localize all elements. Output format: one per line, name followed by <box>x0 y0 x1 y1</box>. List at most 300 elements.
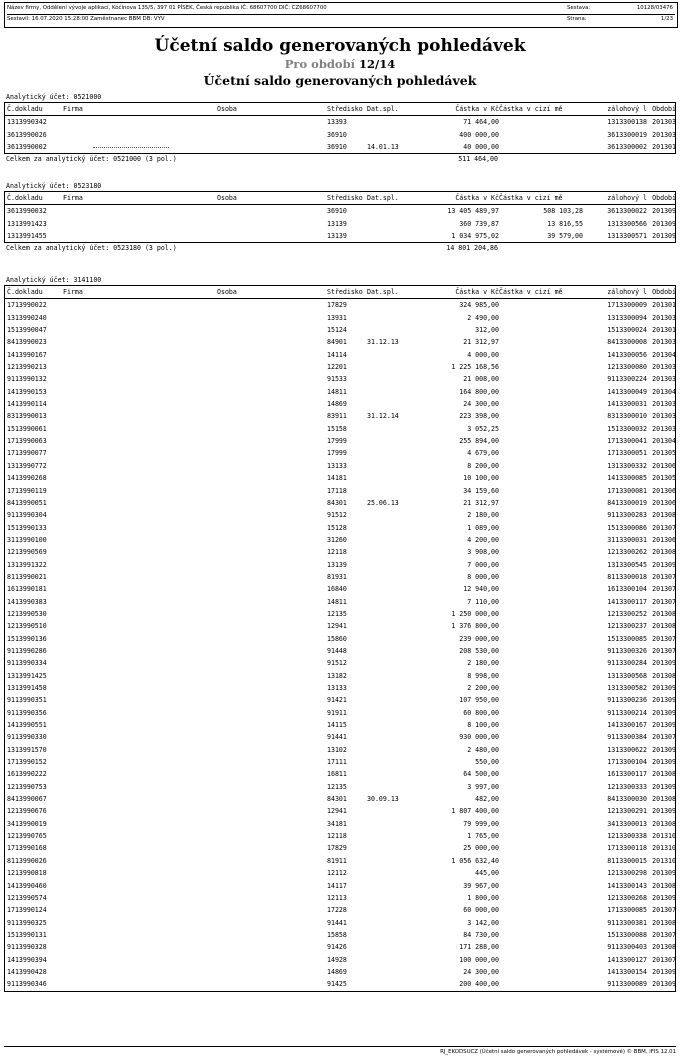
advance-number: 1313300566 <box>607 219 647 228</box>
sestava-value: 10128/03476 <box>636 5 673 11</box>
doc-number: 9113990330 <box>7 733 47 742</box>
advance-number: 8313300010 <box>607 412 647 421</box>
amount-czk: 2 490,00 <box>467 313 499 322</box>
center: 15124 <box>327 326 347 335</box>
center: 14114 <box>327 350 347 359</box>
doc-number: 1713990063 <box>7 437 47 446</box>
period: 201310 <box>652 832 676 841</box>
amount-czk: 8 100,00 <box>467 721 499 730</box>
center: 13133 <box>327 684 347 692</box>
advance-number: 1613300104 <box>607 585 647 594</box>
center: 91441 <box>327 918 347 927</box>
center: 84301 <box>327 498 347 507</box>
period: 201303 <box>652 338 676 347</box>
center: 14811 <box>327 387 347 396</box>
center: 14928 <box>327 955 347 964</box>
doc-number: 9113990325 <box>7 918 47 927</box>
center: 12112 <box>327 869 347 878</box>
amount-czk: 21 312,97 <box>463 338 499 347</box>
doc-number: 1713990022 <box>7 301 47 310</box>
period: 201307 <box>652 906 676 915</box>
period: 201308 <box>652 609 676 618</box>
table-row <box>5 571 675 583</box>
doc-number: 1313991322 <box>7 560 47 569</box>
amount-czk: 21 312,97 <box>463 498 499 507</box>
center: 91426 <box>327 943 347 952</box>
doc-number: 1413990383 <box>7 597 47 606</box>
period: 201304 <box>652 350 676 359</box>
amount-czk: 39 967,00 <box>463 881 499 890</box>
amount-czk: 200 400,00 <box>459 980 499 989</box>
period: 201309 <box>652 696 676 705</box>
period: 201310 <box>652 844 676 853</box>
advance-number: 1713300051 <box>607 449 647 458</box>
center: 14869 <box>327 400 347 409</box>
table-row <box>5 842 675 854</box>
doc-number: 8313990013 <box>7 412 47 421</box>
table-row <box>5 522 675 534</box>
col-amount-foreign: Částka v cizí mě <box>499 288 563 296</box>
table-row <box>5 929 675 941</box>
col-amount-czk: Částka v Kč <box>455 105 499 113</box>
period: 201304 <box>652 387 676 396</box>
amount-czk: 24 300,00 <box>463 967 499 976</box>
table-row <box>5 880 675 892</box>
col-person: Osoba <box>217 288 237 296</box>
doc-number: 1413990460 <box>7 881 47 890</box>
table-row <box>5 892 675 904</box>
col-doc-number: Č.dokladu <box>7 194 43 202</box>
table-row <box>5 218 675 230</box>
col-person: Osoba <box>217 194 237 202</box>
period: 201309 <box>652 207 676 216</box>
advance-number: 3613300022 <box>607 207 647 216</box>
center: 13139 <box>327 232 347 241</box>
center: 13139 <box>327 219 347 228</box>
advance-number: 1213300080 <box>607 363 647 372</box>
amount-czk: 1 807 400,00 <box>451 807 499 816</box>
advance-number: 1513300085 <box>607 634 647 643</box>
table-row <box>5 460 675 472</box>
table-row <box>5 719 675 731</box>
amount-czk: 208 530,00 <box>459 646 499 655</box>
table-row <box>5 435 675 447</box>
period: 201309 <box>652 980 676 989</box>
table-row <box>5 324 675 336</box>
strana-value: 1/23 <box>660 16 673 22</box>
doc-number: 1313990772 <box>7 461 47 470</box>
col-doc-number: Č.dokladu <box>7 105 43 113</box>
center: 14115 <box>327 721 347 730</box>
doc-number: 1513990131 <box>7 930 47 939</box>
amount-czk: 60 000,00 <box>463 906 499 915</box>
table-row <box>5 299 675 311</box>
table-row <box>5 867 675 879</box>
amount-czk: 1 225 168,56 <box>451 363 499 372</box>
period: 201309 <box>652 758 676 767</box>
doc-number: 8113990026 <box>7 856 47 865</box>
amount-czk: 360 739,87 <box>459 219 499 228</box>
table-row <box>5 349 675 361</box>
center: 91448 <box>327 646 347 655</box>
period: 201309 <box>652 684 676 692</box>
center: 13133 <box>327 461 347 470</box>
amount-czk: 24 300,00 <box>463 400 499 409</box>
center: 17228 <box>327 906 347 915</box>
period: 201305 <box>652 449 676 458</box>
center: 14181 <box>327 474 347 483</box>
center: 12941 <box>327 622 347 631</box>
center: 17829 <box>327 844 347 853</box>
amount-czk: 8 998,00 <box>467 671 499 680</box>
center: 91441 <box>327 733 347 742</box>
amount-czk: 71 464,00 <box>463 118 499 127</box>
advance-number: 1713300041 <box>607 437 647 446</box>
period: 201307 <box>652 733 676 742</box>
advance-number: 1413300143 <box>607 881 647 890</box>
doc-number: 1313990342 <box>7 118 47 127</box>
center: 14117 <box>327 881 347 890</box>
table-row <box>5 336 675 348</box>
doc-number: 1313991423 <box>7 219 47 228</box>
col-amount-foreign: Částka v cizí mě <box>499 105 563 113</box>
period-line <box>0 57 680 71</box>
table-row <box>5 768 675 780</box>
section <box>4 182 676 253</box>
advance-number: 9113300236 <box>607 696 647 705</box>
section-total <box>4 243 676 253</box>
advance-number: 1213300333 <box>607 782 647 791</box>
doc-number: 9113990356 <box>7 708 47 717</box>
period: 201303 <box>652 375 676 384</box>
doc-number: 1213990530 <box>7 609 47 618</box>
report-footer: RJ_EKODSUCZ (Účetní saldo generovaných pohledávek - systémové) © BBM, iFIS 12.01 <box>4 1046 676 1060</box>
period: 201308 <box>652 511 676 520</box>
advance-number: 3413300013 <box>607 819 647 828</box>
center: 12135 <box>327 609 347 618</box>
advance-number: 1413300127 <box>607 955 647 964</box>
doc-number: 9113990132 <box>7 375 47 384</box>
report-header <box>4 2 678 28</box>
table-row <box>5 830 675 842</box>
amount-czk: 400 000,00 <box>459 130 499 139</box>
table-header <box>5 286 675 299</box>
period: 201309 <box>652 232 676 241</box>
amount-czk: 482,00 <box>475 795 499 804</box>
col-advance: zálohový l <box>607 105 647 113</box>
period: 201307 <box>652 646 676 655</box>
amount-czk: 10 100,00 <box>463 474 499 483</box>
report-title: Účetní saldo generovaných pohledávek <box>154 36 526 56</box>
amount-czk: 164 800,00 <box>459 387 499 396</box>
table-row <box>5 141 675 153</box>
table-row <box>5 608 675 620</box>
amount-foreign: 39 579,00 <box>547 232 583 241</box>
center: 91533 <box>327 375 347 384</box>
advance-number: 1413300031 <box>607 400 647 409</box>
table-row <box>5 793 675 805</box>
period: 201309 <box>652 967 676 976</box>
amount-czk: 3 997,00 <box>467 782 499 791</box>
period: 201305 <box>652 474 676 483</box>
advance-number: 1313300571 <box>607 232 647 241</box>
table-row <box>5 559 675 571</box>
doc-number: 1713990124 <box>7 906 47 915</box>
advance-number: 9113300381 <box>607 918 647 927</box>
col-firm: Firma <box>63 105 83 113</box>
amount-czk: 25 000,00 <box>463 844 499 853</box>
table-row <box>5 756 675 768</box>
doc-number: 1513990047 <box>7 326 47 335</box>
doc-number: 8113990021 <box>7 572 47 581</box>
amount-czk: 4 679,00 <box>467 449 499 458</box>
table-row <box>5 904 675 916</box>
col-due-date: Dat.spl. <box>367 194 399 202</box>
amount-czk: 3 908,00 <box>467 548 499 557</box>
table-row <box>5 744 675 756</box>
period: 201303 <box>652 313 676 322</box>
analytic-account-label: Analytický účet: 3141100 <box>6 276 102 284</box>
table-row <box>5 978 675 990</box>
amount-czk: 60 800,00 <box>463 708 499 717</box>
doc-number: 1513990061 <box>7 424 47 433</box>
advance-number: 9113300283 <box>607 511 647 520</box>
table-row <box>5 954 675 966</box>
total-value: 14 801 204,86 <box>446 244 498 253</box>
center: 91421 <box>327 696 347 705</box>
amount-czk: 3 052,25 <box>467 424 499 433</box>
doc-number: 1413990167 <box>7 350 47 359</box>
advance-number: 1713300081 <box>607 486 647 495</box>
amount-czk: 4 200,00 <box>467 535 499 544</box>
table-row <box>5 670 675 682</box>
advance-number: 1213300268 <box>607 893 647 902</box>
period: 201308 <box>652 943 676 952</box>
amount-czk: 223 398,00 <box>459 412 499 421</box>
table-row <box>5 731 675 743</box>
data-table <box>4 285 676 992</box>
advance-number: 9113300214 <box>607 708 647 717</box>
table-row <box>5 205 675 217</box>
advance-number: 1713300118 <box>607 844 647 853</box>
advance-number: 9113300403 <box>607 943 647 952</box>
period: 201307 <box>652 523 676 532</box>
table-row <box>5 645 675 657</box>
period: 201306 <box>652 535 676 544</box>
doc-number: 1713990077 <box>7 449 47 458</box>
period-value: 12/14 <box>359 57 396 71</box>
period: 201303 <box>652 118 676 127</box>
center: 13139 <box>327 560 347 569</box>
advance-number: 1413300056 <box>607 350 647 359</box>
amount-czk: 7 110,00 <box>467 597 499 606</box>
amount-czk: 1 034 975,02 <box>451 232 499 241</box>
amount-czk: 3 142,00 <box>467 918 499 927</box>
doc-number: 1313991458 <box>7 684 47 692</box>
amount-czk: 100 000,00 <box>459 955 499 964</box>
period: 201301 <box>652 301 676 310</box>
table-row <box>5 583 675 595</box>
center: 81931 <box>327 572 347 581</box>
advance-number: 1713300009 <box>607 301 647 310</box>
period: 201306 <box>652 461 676 470</box>
advance-number: 1413300117 <box>607 597 647 606</box>
advance-number: 1313300138 <box>607 118 647 127</box>
total-label: Celkem za analytický účet: 0521000 (3 pol.) <box>6 155 177 164</box>
amount-czk: 13 405 489,97 <box>447 207 499 216</box>
advance-number: 8413300030 <box>607 795 647 804</box>
advance-number: 1513300088 <box>607 930 647 939</box>
advance-number: 8413300008 <box>607 338 647 347</box>
center: 34181 <box>327 819 347 828</box>
table-row <box>5 941 675 953</box>
amount-czk: 4 000,00 <box>467 350 499 359</box>
section <box>4 276 676 992</box>
due-date: 31.12.14 <box>367 412 399 421</box>
period: 201309 <box>652 782 676 791</box>
center: 17111 <box>327 758 347 767</box>
table-row <box>5 373 675 385</box>
amount-czk: 2 480,00 <box>467 745 499 754</box>
table-row <box>5 423 675 435</box>
advance-number: 1413300167 <box>607 721 647 730</box>
doc-number: 1213990765 <box>7 832 47 841</box>
period: 201306 <box>652 486 676 495</box>
center: 16811 <box>327 770 347 779</box>
center: 15128 <box>327 523 347 532</box>
advance-number: 1213300262 <box>607 548 647 557</box>
period: 201303 <box>652 130 676 139</box>
col-period: Období <box>652 288 676 296</box>
advance-number: 1213300237 <box>607 622 647 631</box>
table-row <box>5 485 675 497</box>
doc-number: 8413990067 <box>7 795 47 804</box>
advance-number: 8113300018 <box>607 572 647 581</box>
center: 91425 <box>327 980 347 989</box>
doc-number: 1413990268 <box>7 474 47 483</box>
doc-number: 1413990394 <box>7 955 47 964</box>
advance-number: 1313300622 <box>607 745 647 754</box>
amount-czk: 445,00 <box>475 869 499 878</box>
table-row <box>5 386 675 398</box>
amount-czk: 324 985,00 <box>459 301 499 310</box>
section <box>4 93 676 164</box>
period: 201308 <box>652 548 676 557</box>
doc-number: 3413990019 <box>7 819 47 828</box>
period: 201306 <box>652 498 676 507</box>
center: 13931 <box>327 313 347 322</box>
amount-czk: 2 180,00 <box>467 511 499 520</box>
advance-number: 9113300384 <box>607 733 647 742</box>
advance-number: 1313300332 <box>607 461 647 470</box>
col-amount-czk: Částka v Kč <box>455 194 499 202</box>
center: 12135 <box>327 782 347 791</box>
amount-foreign: 13 816,55 <box>547 219 583 228</box>
doc-number: 1713990152 <box>7 758 47 767</box>
advance-number: 1313300568 <box>607 671 647 680</box>
doc-number: 9113990304 <box>7 511 47 520</box>
advance-number: 8113300015 <box>607 856 647 865</box>
report-subtitle: Účetní saldo generovaných pohledávek <box>203 73 477 88</box>
period: 201308 <box>652 795 676 804</box>
center: 17999 <box>327 437 347 446</box>
table-row <box>5 447 675 459</box>
advance-number: 1713300104 <box>607 758 647 767</box>
center: 84301 <box>327 795 347 804</box>
table-header <box>5 192 675 205</box>
company-info: Název firmy, Oddělení vývoje aplikací, Kočínova 135/5, 397 01 PÍSEK, Česká republika IČ: 68607700 DIČ: CZ68607700 <box>7 5 327 11</box>
center: 81911 <box>327 856 347 865</box>
amount-czk: 40 000,00 <box>463 143 499 152</box>
period: 201308 <box>652 918 676 927</box>
col-period: Období <box>652 194 676 202</box>
advance-number: 1413300085 <box>607 474 647 483</box>
col-period: Období <box>652 105 676 113</box>
center: 13102 <box>327 745 347 754</box>
period: 201303 <box>652 424 676 433</box>
doc-number: 1713990119 <box>7 486 47 495</box>
doc-number: 1313991455 <box>7 232 47 241</box>
period: 201307 <box>652 585 676 594</box>
table-row <box>5 657 675 669</box>
table-row <box>5 694 675 706</box>
col-doc-number: Č.dokladu <box>7 288 43 296</box>
col-due-date: Dat.spl. <box>367 105 399 113</box>
doc-number: 1213990753 <box>7 782 47 791</box>
center: 83911 <box>327 412 347 421</box>
doc-number: 1613990222 <box>7 770 47 779</box>
table-row <box>5 534 675 546</box>
table-row <box>5 410 675 422</box>
advance-number: 9113300224 <box>607 375 647 384</box>
advance-number: 1313300582 <box>607 684 647 692</box>
analytic-account-label: Analytický účet: 0523180 <box>6 182 102 190</box>
center: 16840 <box>327 585 347 594</box>
advance-number: 9113300284 <box>607 659 647 668</box>
col-center: Středisko <box>327 288 363 296</box>
col-center: Středisko <box>327 194 363 202</box>
amount-czk: 21 008,00 <box>463 375 499 384</box>
data-table <box>4 191 676 243</box>
col-center: Středisko <box>327 105 363 113</box>
doc-number: 9113990328 <box>7 943 47 952</box>
center: 91512 <box>327 511 347 520</box>
advance-number: 3613300019 <box>607 130 647 139</box>
doc-number: 1613990181 <box>7 585 47 594</box>
doc-number: 1513990136 <box>7 634 47 643</box>
table-header <box>5 103 675 116</box>
period: 201307 <box>652 572 676 581</box>
advance-number: 1513300086 <box>607 523 647 532</box>
table-row <box>5 116 675 128</box>
center: 12118 <box>327 548 347 557</box>
doc-number: 1313990240 <box>7 313 47 322</box>
advance-number: 8413300019 <box>607 498 647 507</box>
advance-number: 1413300049 <box>607 387 647 396</box>
data-table <box>4 102 676 154</box>
due-date: 25.06.13 <box>367 498 399 507</box>
amount-czk: 1 765,00 <box>467 832 499 841</box>
doc-number: 3613990002 <box>7 143 47 152</box>
advance-number: 1413300154 <box>607 967 647 976</box>
doc-number: 3613990026 <box>7 130 47 139</box>
center: 84901 <box>327 338 347 347</box>
center: 36910 <box>327 207 347 216</box>
col-advance: zálohový l <box>607 288 647 296</box>
col-amount-foreign: Částka v cizí mě <box>499 194 563 202</box>
center: 15158 <box>327 424 347 433</box>
center: 13393 <box>327 118 347 127</box>
